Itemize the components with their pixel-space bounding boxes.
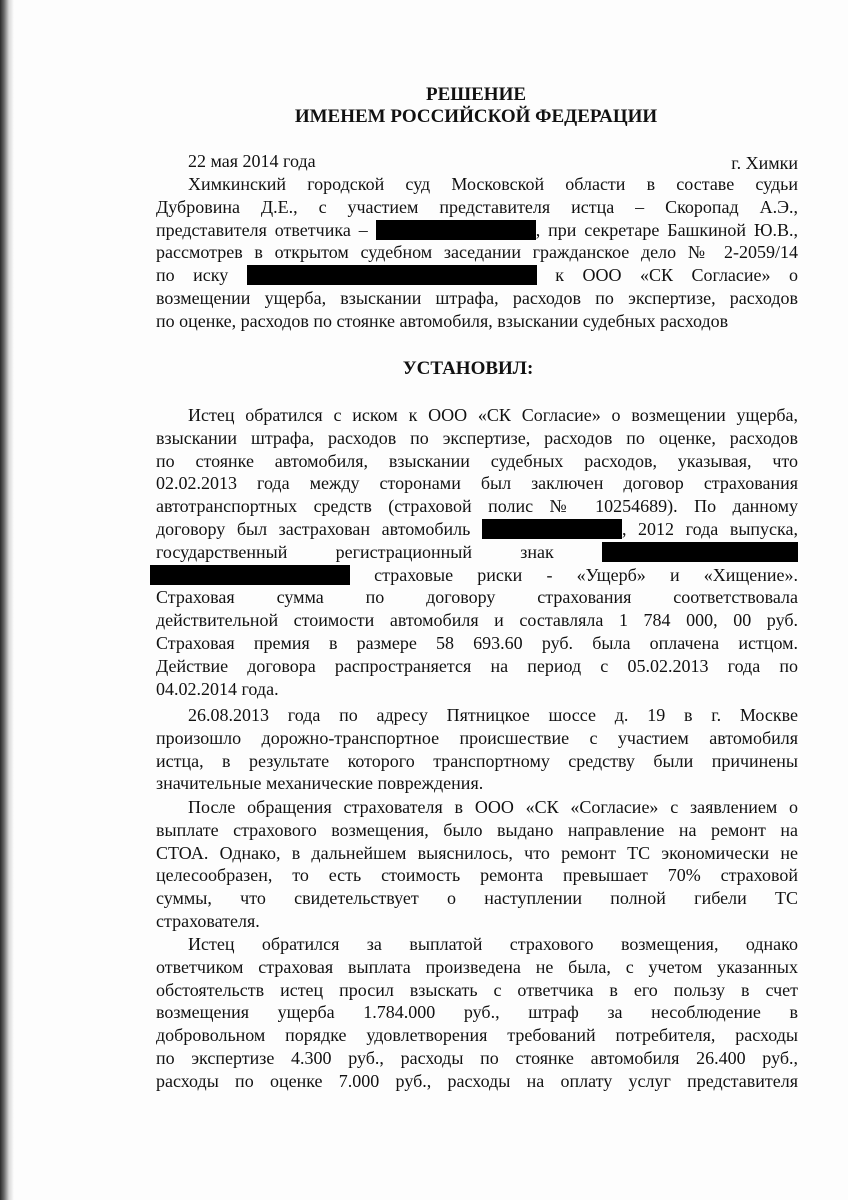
text-line: выплате страхового возмещения, было выдано направление на ремонт на bbox=[156, 819, 798, 840]
redaction-bar bbox=[376, 220, 536, 240]
text-line: государственный регистрационный знак bbox=[156, 541, 798, 564]
text-line: добровольном порядке удовлетворения требований потребителя, расходы bbox=[156, 1025, 798, 1046]
intro-line: Дубровина Д.Е., с участием представителя истца – Скоропад А.Э., bbox=[156, 196, 798, 217]
text-line: действительной стоимости автомобиля и составляла 1 784 000, 00 руб. bbox=[156, 610, 798, 631]
text-line: взыскании штрафа, расходов по экспертизе, расходов по оценке, расходов bbox=[156, 427, 798, 448]
text-line: значительные механические повреждения. bbox=[156, 773, 484, 794]
text-line: 26.08.2013 года по адресу Пятницкое шоссе д. 19 в г. Москве bbox=[188, 705, 798, 725]
intro-line: по иску к ООО «СК Согласие» о bbox=[156, 265, 799, 286]
text-line: Страховая премия в размере 58 693.60 руб. была оплачена истцом. bbox=[156, 632, 798, 653]
paragraph-4 bbox=[156, 933, 798, 1093]
paragraph-1 bbox=[156, 404, 798, 700]
text-line: страхователя. bbox=[156, 910, 260, 931]
text-line: СТОА. Однако, в дальнейшем выяснилось, что ремонт ТС экономически не bbox=[156, 842, 798, 863]
text-line: Страховая сумма по договору страхования соответствовала bbox=[156, 587, 798, 608]
text-line: Истец обратился с иском к ООО «СК Согласие» о возмещении ущерба, bbox=[188, 405, 798, 425]
text-line: расходы по оценке 7.000 руб., расходы на оплату услуг представителя bbox=[156, 1070, 798, 1091]
intro-block bbox=[156, 173, 798, 333]
text-line: возмещения ущерба 1.784.000 руб., штраф за несоблюдение в bbox=[156, 1002, 798, 1023]
text-line: договору был застрахован автомобиль , 2012 года выпуска, bbox=[156, 518, 799, 539]
redaction-bar bbox=[482, 519, 622, 539]
date-line bbox=[188, 151, 798, 172]
redaction-bar bbox=[150, 565, 350, 585]
text-line: по стоянке автомобиля, взыскании судебных расходов, указывая, что bbox=[156, 450, 798, 471]
text-line: 04.02.2014 года. bbox=[156, 678, 279, 699]
text-line: по экспертизе 4.300 руб., расходы по стоянке автомобиля 26.400 руб., bbox=[156, 1047, 798, 1068]
document-subtitle: ИМЕНЕМ РОССИЙСКОЙ ФЕДЕРАЦИИ bbox=[294, 106, 658, 127]
text-line: Действие договора распространяется на период с 05.02.2013 года по bbox=[156, 655, 798, 676]
paragraph-2 bbox=[156, 704, 798, 795]
text-line: произошло дорожно-транспортное происшествие с участием автомобиля bbox=[156, 727, 798, 748]
paragraph-3 bbox=[156, 796, 798, 933]
text-line: 02.02.2013 года между сторонами был заключен договор страхования bbox=[156, 473, 798, 494]
decision-date: 22 мая 2014 года bbox=[188, 151, 316, 171]
redaction-bar bbox=[247, 265, 537, 285]
text-line: Истец обратился за выплатой страхового возмещения, однако bbox=[188, 934, 798, 954]
intro-line: Химкинский городской суд Московской области в составе судьи bbox=[188, 174, 798, 194]
text-line: истца, в результате которого транспортному средству были причинены bbox=[156, 750, 798, 771]
text-line: автотранспортных средств (страховой полис № 10254689). По данному bbox=[156, 496, 798, 517]
intro-line: возмещении ущерба, взыскании штрафа, расходов по экспертизе, расходов bbox=[156, 287, 798, 308]
scan-edge-shadow bbox=[0, 0, 14, 1200]
intro-line: по оценке, расходов по стоянке автомобиля, взыскании судебных расходов bbox=[156, 310, 729, 331]
section-title: УСТАНОВИЛ: bbox=[402, 358, 534, 379]
text-line: целесообразен, то есть стоимость ремонта превышает 70% страховой bbox=[156, 865, 798, 886]
text-line: ответчиком страховая выплата произведена не была, с учетом указанных bbox=[156, 956, 798, 977]
text-line: суммы, что свидетельствует о наступлении полной гибели ТС bbox=[156, 888, 798, 909]
text-line: После обращения страхователя в ООО «СК «Согласие» с заявлением о bbox=[188, 797, 798, 817]
text-line: обстоятельств истец просил взыскать с ответчика в его пользу в счет bbox=[156, 979, 798, 1000]
intro-line: представителя ответчика – , при секретаре Башкиной Ю.В., bbox=[156, 219, 799, 240]
decision-city: г. Химки bbox=[731, 153, 798, 173]
text-line: страховые риски - «Ущерб» и «Хищение». bbox=[150, 564, 798, 587]
intro-line: рассмотрев в открытом судебном заседании гражданское дело № 2-2059/14 bbox=[156, 242, 798, 263]
redaction-bar bbox=[602, 542, 798, 562]
document-title: РЕШЕНИЕ bbox=[425, 84, 527, 105]
